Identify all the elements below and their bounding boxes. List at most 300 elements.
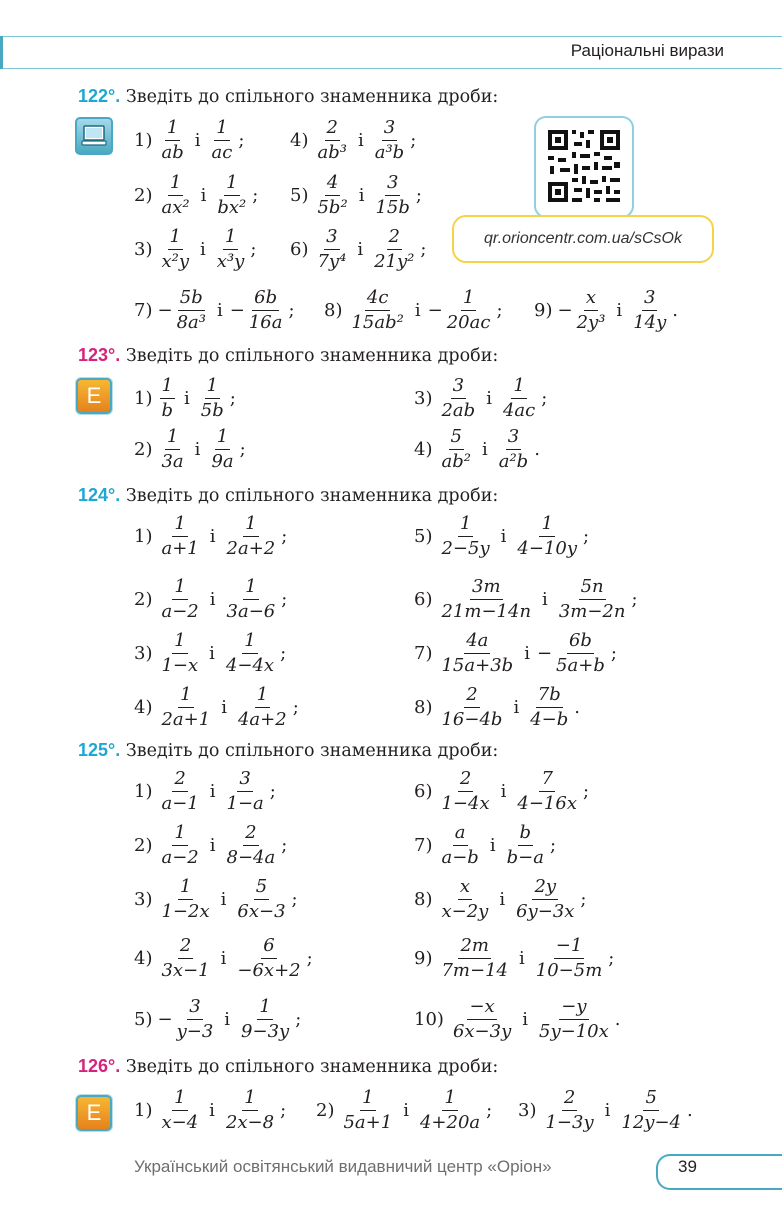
fraction-denominator: 1−4x [441, 792, 490, 814]
exercise-item [414, 769, 589, 814]
fraction-numerator: 1 [172, 514, 187, 537]
item-label: 3) [134, 888, 153, 910]
conjunction: і [357, 129, 364, 151]
fraction [159, 685, 212, 730]
fraction-numerator: 4c [365, 288, 391, 311]
fraction-denominator: 4a+2 [237, 708, 287, 730]
fraction-denominator: −6x+2 [237, 959, 301, 981]
fraction [235, 877, 287, 922]
exercise-item [134, 631, 286, 676]
fraction [159, 227, 191, 272]
conjunction: і [357, 238, 364, 260]
item-terminator: ; [631, 588, 638, 610]
fraction-numerator: 5n [579, 577, 606, 600]
fraction-numerator: 1 [165, 118, 180, 141]
conjunction: і [209, 642, 215, 664]
fraction [372, 227, 416, 272]
fraction [439, 427, 472, 472]
item-terminator: ; [239, 438, 246, 460]
fraction [554, 631, 607, 676]
fraction-numerator: 1 [243, 514, 258, 537]
fraction-denominator: 8−4a [226, 846, 276, 868]
fraction [215, 173, 248, 218]
conjunction: і [184, 387, 190, 409]
fraction-numerator: a [453, 823, 468, 846]
exercise-instruction: Зведіть до спільного знаменника дроби: [125, 87, 499, 107]
fraction-denominator: a³b [374, 141, 405, 163]
fraction [451, 997, 513, 1042]
fraction-denominator: 2ab [441, 399, 476, 421]
fraction-numerator: 1 [172, 577, 187, 600]
fraction-numerator: 1 [178, 685, 193, 708]
item-label: 2) [134, 184, 153, 206]
fraction-denominator: 3x−1 [161, 959, 210, 981]
exercise-item [414, 685, 580, 730]
exercise-item [134, 997, 301, 1042]
exercise-item [414, 514, 589, 559]
fraction [619, 1088, 683, 1133]
exercise-item [134, 936, 313, 981]
fraction-denominator: 4+20a [419, 1111, 481, 1133]
fraction-numerator: 3 [382, 118, 397, 141]
item-terminator: ; [549, 834, 557, 856]
conjunction: і [500, 780, 507, 802]
fraction-denominator: 14y [633, 311, 667, 333]
fraction-denominator: 15ab² [351, 311, 404, 333]
fraction [439, 631, 515, 676]
item-label: 4) [134, 947, 153, 969]
fraction-denominator: 6x−3 [237, 900, 286, 922]
fraction-numerator: 3 [324, 227, 339, 250]
fraction [236, 685, 289, 730]
conjunction: і [221, 696, 227, 718]
exercise-item [134, 1088, 286, 1133]
item-label: 3) [414, 387, 433, 409]
fraction-denominator: 1−x [161, 654, 199, 676]
fraction-numerator: −x [467, 997, 496, 1020]
fraction-denominator: 16−4b [441, 708, 503, 730]
item-label: 6) [414, 780, 433, 802]
item-terminator: ; [306, 947, 313, 969]
item-terminator: ; [229, 387, 236, 409]
fraction-numerator: 1 [168, 173, 183, 196]
fraction [445, 288, 493, 333]
fraction [210, 118, 235, 163]
computer-badge [75, 117, 113, 155]
fraction-numerator: 3 [237, 769, 252, 792]
fraction-denominator: 6y−3x [516, 900, 575, 922]
item-terminator: . [534, 438, 540, 460]
fraction-denominator: 5b [200, 399, 224, 421]
conjunction: і [403, 1099, 409, 1121]
item-label: 1) [134, 129, 153, 151]
fraction-numerator: 1 [242, 631, 257, 654]
fraction-numerator: 3 [451, 376, 466, 399]
exercise-item [290, 173, 422, 218]
fraction-denominator: y−3 [176, 1020, 214, 1042]
fraction-numerator: 2 [172, 769, 187, 792]
conjunction: і [542, 588, 548, 610]
exercise-item [414, 936, 614, 981]
item-terminator: ; [580, 888, 587, 910]
footer-publisher: Український освітянський видавничий центр «Оріон» [134, 1157, 552, 1176]
item-label: 1) [134, 1099, 153, 1121]
item-label: 5) [134, 1008, 153, 1030]
page-number: 39 [678, 1157, 697, 1176]
minus-sign: − [157, 1008, 173, 1030]
fraction-denominator: x³y [216, 250, 245, 272]
fraction-denominator: 1−a [226, 792, 264, 814]
fraction-numerator: 7 [539, 769, 554, 792]
fraction-numerator: 1 [172, 631, 187, 654]
conjunction: і [481, 438, 488, 460]
fraction-numerator: 1 [168, 227, 183, 250]
conjunction: і [519, 947, 525, 969]
fraction [534, 936, 605, 981]
fraction-numerator: 2y [532, 877, 558, 900]
item-label: 1) [134, 780, 153, 802]
fraction [439, 577, 533, 622]
exercise-instruction: Зведіть до спільного знаменника дроби: [125, 486, 499, 506]
fraction [515, 514, 579, 559]
conjunction: і [499, 888, 506, 910]
fraction-numerator: 1 [215, 427, 230, 450]
conjunction: і [358, 184, 365, 206]
fraction-numerator: 1 [223, 227, 238, 250]
fraction-denominator: 4−10y [517, 537, 578, 559]
item-label: 6) [290, 238, 309, 260]
item-label: 2) [134, 588, 153, 610]
fraction-numerator: 3 [642, 288, 657, 311]
fraction [501, 376, 537, 421]
fraction [439, 823, 480, 868]
fraction-denominator: 5a+b [556, 654, 605, 676]
fraction-denominator: 2a+1 [161, 708, 211, 730]
fraction-denominator: a−1 [161, 792, 199, 814]
item-label: 5) [290, 184, 309, 206]
fraction-numerator: 1 [243, 577, 258, 600]
fraction [175, 288, 208, 333]
fraction-numerator: −1 [554, 936, 585, 959]
item-terminator: ; [280, 1099, 287, 1121]
fraction [557, 577, 628, 622]
fraction [159, 514, 200, 559]
exercise-heading [78, 345, 498, 366]
fraction-numerator: 5b [178, 288, 205, 311]
fraction [439, 514, 491, 559]
item-label: 8) [324, 299, 343, 321]
fraction [235, 936, 302, 981]
minus-sign: − [557, 299, 573, 321]
fraction-numerator: 1 [461, 288, 476, 311]
item-terminator: ; [288, 299, 295, 321]
fraction-denominator: 4−4x [225, 654, 275, 676]
item-label: 7) [414, 642, 433, 664]
computer-icon [77, 119, 111, 153]
fraction [315, 118, 348, 163]
fraction-denominator: a²b [498, 450, 529, 472]
conjunction: і [220, 888, 227, 910]
minus-sign: − [536, 642, 553, 664]
fraction [497, 427, 530, 472]
exercise-item [414, 376, 547, 421]
item-terminator: ; [269, 780, 276, 802]
item-terminator: ; [295, 1008, 302, 1030]
exercise-item [518, 1088, 693, 1133]
exercise-item [134, 877, 298, 922]
fraction-numerator: b [518, 823, 534, 846]
item-label: 2) [316, 1099, 335, 1121]
item-label: 3) [134, 238, 153, 260]
fraction [439, 685, 504, 730]
fraction-denominator: x−4 [161, 1111, 199, 1133]
fraction [575, 288, 608, 333]
item-terminator: ; [541, 387, 548, 409]
fraction [225, 823, 278, 868]
exercise-item [134, 769, 276, 814]
fraction-numerator: 1 [360, 1088, 375, 1111]
exercise-item [134, 427, 246, 472]
fraction [199, 376, 226, 421]
conjunction: і [209, 525, 216, 547]
fraction-denominator: 8a³ [176, 311, 206, 333]
exercise-item [316, 1088, 492, 1133]
fraction-denominator: a−2 [161, 600, 199, 622]
item-label: 9) [414, 947, 433, 969]
fraction-denominator: 21y² [374, 250, 415, 272]
fraction [225, 769, 266, 814]
exercise-item [414, 577, 638, 622]
fraction-denominator: 6x−3y [452, 1020, 512, 1042]
item-label: 10) [414, 1008, 444, 1030]
fraction [159, 877, 211, 922]
fraction-numerator: 2 [178, 936, 193, 959]
exercise-item [414, 997, 621, 1042]
fraction [224, 631, 276, 676]
conjunction: і [414, 299, 421, 321]
fraction [537, 997, 611, 1042]
fraction-numerator: 1 [172, 823, 187, 846]
fraction-denominator: 2y³ [576, 311, 606, 333]
fraction [515, 769, 579, 814]
fraction [224, 1088, 276, 1133]
fraction [315, 173, 349, 218]
fraction-numerator: 3m [470, 577, 503, 600]
conjunction: і [194, 129, 201, 151]
conjunction: і [524, 642, 530, 664]
fraction-denominator: a+1 [161, 537, 199, 559]
fraction-numerator: 5 [449, 427, 464, 450]
fraction-denominator: 3a [161, 450, 184, 472]
item-label: 8) [414, 888, 433, 910]
fraction-numerator: 1 [511, 376, 526, 399]
fraction-numerator: 4a [464, 631, 490, 654]
item-terminator: ; [281, 588, 288, 610]
fraction [225, 577, 278, 622]
fraction-numerator: 1 [165, 427, 180, 450]
qr-link[interactable]: qr.orioncentr.com.ua/sCsOk [452, 215, 714, 263]
fraction-denominator: x−2y [441, 900, 489, 922]
item-terminator: ; [410, 129, 417, 151]
fraction-denominator: 10−5m [535, 959, 603, 981]
item-terminator: ; [583, 525, 590, 547]
fraction [225, 514, 278, 559]
fraction-denominator: 2−5y [441, 537, 490, 559]
fraction-numerator: 7b [536, 685, 563, 708]
fraction-denominator: 15b [375, 196, 410, 218]
item-label: 3) [518, 1099, 537, 1121]
fraction-denominator: b [161, 399, 174, 421]
fraction-numerator: 1 [160, 376, 175, 399]
fraction [341, 1088, 394, 1133]
fraction-denominator: ab [161, 141, 184, 163]
fraction [209, 427, 235, 472]
item-terminator: ; [420, 238, 427, 260]
exercise-item [134, 288, 295, 333]
fraction-denominator: 4−16x [517, 792, 577, 814]
exercise-item [534, 288, 678, 333]
item-terminator: ; [281, 525, 288, 547]
fraction-numerator: −y [559, 997, 588, 1020]
conjunction: і [513, 696, 520, 718]
conjunction: і [500, 525, 507, 547]
exercise-item [414, 631, 617, 676]
exercise-number: 124°. [78, 485, 121, 505]
fraction-denominator: ab² [441, 450, 471, 472]
item-label: 5) [414, 525, 433, 547]
exercise-item [414, 823, 556, 868]
fraction-numerator: 1 [255, 685, 270, 708]
fraction [514, 877, 576, 922]
fraction [543, 1088, 595, 1133]
fraction-denominator: 5y−10x [539, 1020, 609, 1042]
fraction-numerator: 3 [506, 427, 521, 450]
e-badge-letter: E [86, 1100, 102, 1125]
conjunction: і [604, 1099, 611, 1121]
exercise-item [134, 227, 256, 272]
exercise-number: 125°. [78, 740, 121, 760]
fraction [159, 936, 211, 981]
item-label: 4) [414, 438, 433, 460]
item-label: 4) [290, 129, 309, 151]
fraction-denominator: 15a+3b [441, 654, 514, 676]
fraction-denominator: 2a+2 [226, 537, 276, 559]
fraction-numerator: 1 [242, 1088, 257, 1111]
exercise-item [414, 877, 587, 922]
item-terminator: . [574, 696, 581, 718]
fraction-denominator: a−b [441, 846, 479, 868]
fraction [159, 823, 200, 868]
conjunction: і [216, 299, 223, 321]
item-label: 4) [134, 696, 153, 718]
fraction-denominator: ax² [161, 196, 190, 218]
fraction-numerator: 1 [205, 376, 220, 399]
fraction [175, 997, 216, 1042]
fraction [505, 823, 546, 868]
fraction [159, 376, 175, 421]
qr-code-icon [536, 118, 632, 216]
item-label: 2) [134, 438, 153, 460]
fraction-numerator: 6 [261, 936, 276, 959]
exercise-item [134, 376, 236, 421]
item-terminator: ; [292, 696, 299, 718]
fraction-numerator: 1 [257, 997, 272, 1020]
fraction-numerator: 2 [325, 118, 340, 141]
exercise-item [290, 227, 426, 272]
fraction [159, 173, 191, 218]
fraction-numerator: x [458, 877, 472, 900]
fraction-denominator: 16a [248, 311, 283, 333]
fraction [315, 227, 348, 272]
exercise-item [134, 823, 287, 868]
qr-code[interactable] [534, 116, 634, 218]
item-terminator: ; [280, 642, 287, 664]
fraction [159, 1088, 200, 1133]
item-label: 9) [534, 299, 553, 321]
fraction-numerator: 1 [458, 514, 473, 537]
e-badge [76, 1095, 112, 1131]
minus-sign: − [157, 299, 173, 321]
fraction [215, 227, 247, 272]
exercise-instruction: Зведіть до спільного знаменника дроби: [125, 346, 499, 366]
fraction [373, 118, 406, 163]
fraction-denominator: 2x−8 [225, 1111, 275, 1133]
item-terminator: ; [610, 642, 617, 664]
fraction [631, 288, 668, 333]
conjunction: і [209, 780, 216, 802]
item-terminator: . [614, 1008, 621, 1030]
fraction [247, 288, 285, 333]
exercise-item [324, 288, 503, 333]
exercise-item [290, 118, 416, 163]
fraction-numerator: 6b [567, 631, 594, 654]
fraction-numerator: 2 [562, 1088, 577, 1111]
fraction-denominator: 5b² [317, 196, 348, 218]
fraction-denominator: 12y−4 [621, 1111, 682, 1133]
fraction-numerator: 2m [458, 936, 491, 959]
fraction-numerator: 1 [442, 1088, 457, 1111]
fraction-numerator: 1 [214, 118, 229, 141]
fraction [439, 376, 477, 421]
conjunction: і [486, 387, 492, 409]
fraction [159, 631, 200, 676]
exercise-instruction: Зведіть до спільного знаменника дроби: [125, 1057, 499, 1077]
conjunction: і [489, 834, 496, 856]
exercise-item [414, 427, 540, 472]
item-terminator: ; [291, 888, 298, 910]
fraction-numerator: 2 [387, 227, 402, 250]
fraction-denominator: ac [211, 141, 233, 163]
conjunction: і [209, 834, 216, 856]
page-header-title: Раціональні вирази [570, 41, 724, 60]
fraction [528, 685, 570, 730]
fraction-numerator: 4 [325, 173, 340, 196]
fraction-denominator: x²y [161, 250, 190, 272]
fraction [239, 997, 291, 1042]
item-label: 7) [134, 299, 153, 321]
item-label: 1) [134, 525, 153, 547]
conjunction: і [522, 1008, 529, 1030]
fraction-numerator: x [584, 288, 598, 311]
conjunction: і [194, 438, 201, 460]
item-terminator: ; [496, 299, 503, 321]
fraction-numerator: 3 [385, 173, 400, 196]
fraction [159, 118, 185, 163]
item-terminator: ; [415, 184, 422, 206]
item-label: 7) [414, 834, 433, 856]
fraction-numerator: 2 [243, 823, 258, 846]
fraction-denominator: 7m−14 [441, 959, 508, 981]
